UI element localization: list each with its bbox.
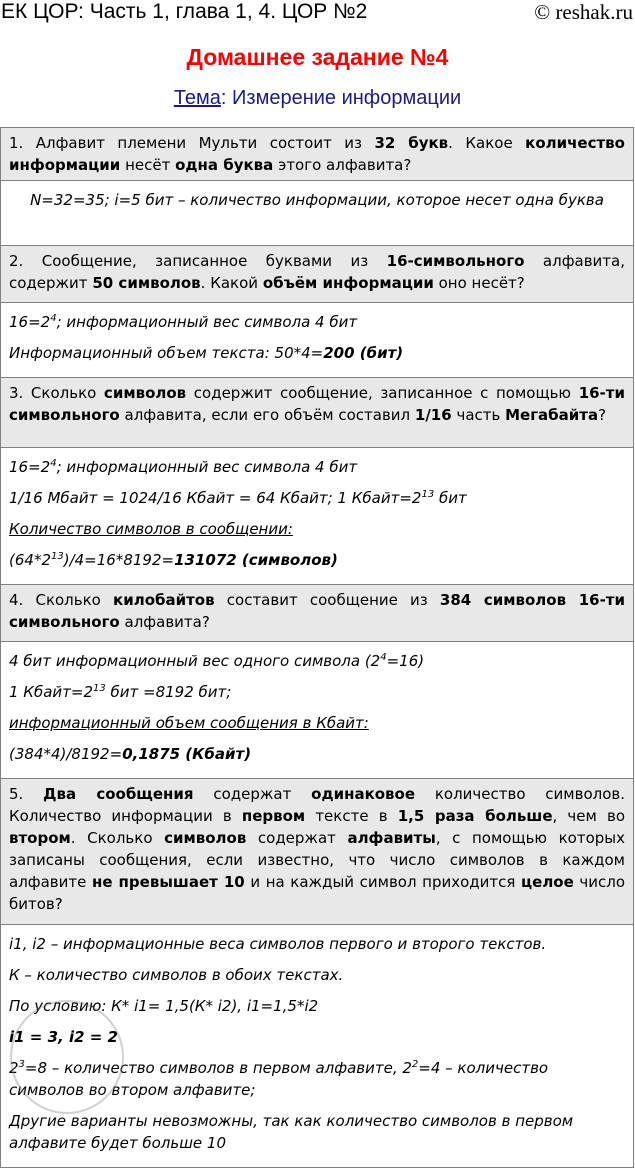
- text-segment: Информационный объем текста: 50*4=: [9, 344, 324, 362]
- superscript: 13: [421, 489, 435, 500]
- answer-line: [9, 342, 625, 364]
- text-segment: 4. Сколько: [9, 591, 114, 609]
- text-segment: составит сообщение из: [214, 591, 440, 609]
- text-segment: )/4=16*8192=: [63, 551, 175, 569]
- bold-text: 32 букв: [374, 134, 449, 152]
- text-segment: . Какое: [448, 134, 526, 152]
- text-segment: i1, i2 – информационные веса символов первого и второго текстов.: [9, 935, 547, 953]
- text-segment: . Какой: [200, 274, 263, 292]
- text-segment: (64*2: [9, 551, 51, 569]
- text-segment: содержат: [193, 785, 312, 803]
- text-segment: 2. Сообщение, записанное буквами из: [9, 252, 387, 270]
- bold-text: символов: [164, 829, 247, 847]
- page-header: [0, 0, 635, 28]
- text-segment: ; информационный вес символа 4 бит: [56, 458, 358, 476]
- superscript: 4: [380, 652, 387, 663]
- bold-text: алфавиты: [347, 829, 436, 847]
- answer-line: [9, 681, 625, 703]
- answer-line: [9, 487, 625, 509]
- text-segment: 2: [9, 1059, 19, 1077]
- bold-text: 384 символов 16-ти символьного: [9, 591, 625, 631]
- answer-line: [9, 311, 625, 333]
- tasks-table: [0, 127, 634, 1168]
- theme-value: Измерение информации: [232, 87, 462, 109]
- text-segment: 16=2: [9, 458, 51, 476]
- superscript: 4: [50, 458, 57, 469]
- text-segment: Количество символов в сообщении:: [9, 520, 293, 538]
- answer-line: [9, 995, 625, 1017]
- text-segment: N=32=35; i=5 бит – количество информации, которое несет одна буква: [30, 191, 604, 209]
- page-title: Домашнее задание №4: [186, 44, 449, 70]
- text-segment: . Сколько: [70, 829, 165, 847]
- bold-text: 1,5 раза больше: [397, 807, 553, 825]
- bold-text: одна буква: [175, 156, 274, 174]
- text-segment: 16=2: [9, 313, 51, 331]
- bold-text: килобайтов: [113, 591, 215, 609]
- text-segment: бит =8192 бит;: [105, 683, 232, 701]
- answer-row: [1, 642, 634, 779]
- text-segment: 1 Кбайт=2: [9, 683, 94, 701]
- bold-text: 1/16: [414, 406, 452, 424]
- text-segment: оно несёт?: [433, 274, 525, 292]
- copyright-label: © reshak.ru: [534, 0, 633, 24]
- text-segment: , чем во: [552, 807, 625, 825]
- answer-line: [9, 743, 625, 765]
- question-cell: [1, 585, 634, 642]
- answer-cell: [1, 642, 634, 779]
- text-segment: часть: [451, 406, 506, 424]
- text-segment: ; информационный вес символа 4 бит: [56, 313, 358, 331]
- text-segment: содержит сообщение, записанное с помощью: [186, 384, 579, 402]
- text-segment: =4 – количество символов во втором алфавите;: [9, 1059, 549, 1099]
- answer-row: [1, 181, 634, 246]
- text-segment: 1. Алфавит племени Мульти состоит из: [9, 134, 375, 152]
- text-segment: 4 бит информационный вес одного символа (2: [9, 652, 381, 670]
- bold-text: Два сообщения: [43, 785, 194, 803]
- bold-text: количество информации: [9, 134, 625, 174]
- answer-row: [1, 925, 634, 1168]
- answer-line: [9, 456, 625, 478]
- superscript: 3: [18, 1059, 25, 1070]
- question-row: [1, 779, 634, 925]
- question-cell: [1, 378, 634, 448]
- answer-line: [9, 964, 625, 986]
- text-segment: 5.: [9, 785, 44, 803]
- answer-cell: [1, 303, 634, 378]
- superscript: 13: [50, 551, 64, 562]
- bold-text: 0,1875 (Кбайт): [122, 745, 252, 763]
- answer-line: [9, 1057, 625, 1101]
- answer-line: [9, 518, 625, 540]
- text-segment: и на каждый символ приходится: [244, 873, 522, 891]
- text-segment: тексте в: [305, 807, 398, 825]
- text-segment: алфавита, содержит: [9, 252, 625, 292]
- text-segment: Другие варианты невозможны, так как количество символов в первом алфавите будет больше 10: [9, 1112, 574, 1152]
- text-segment: алфавита, если его объём составил: [119, 406, 415, 424]
- answer-line: [9, 712, 625, 734]
- answer-line: [9, 549, 625, 571]
- bold-text: Мегабайта: [505, 406, 599, 424]
- bold-text: одинаковое: [311, 785, 416, 803]
- superscript: 2: [411, 1059, 419, 1070]
- text-segment: 1/16 Мбайт = 1024/16 Кбайт = 64 Кбайт; 1 Кбайт=2: [9, 489, 422, 507]
- answer-line: [9, 1110, 625, 1154]
- text-segment: К – количество символов в обоих текстах.: [9, 966, 344, 984]
- bold-text: втором: [9, 829, 71, 847]
- question-row: [1, 378, 634, 448]
- text-segment: , с помощью которых записаны сообщения, если известно, что число символов в каждом алфавите: [9, 829, 625, 891]
- bold-text: объём информации: [262, 274, 434, 292]
- text-segment: По условию: К* i1= 1,5(К* i2), i1=1,5*i2: [9, 997, 319, 1015]
- superscript: 13: [93, 683, 106, 694]
- theme-label: Тема: [173, 87, 221, 109]
- bold-text: 16-ти символьного: [9, 384, 625, 424]
- text-segment: число битов?: [9, 873, 626, 913]
- bold-text: 16-символьного: [386, 252, 525, 270]
- question-cell: [1, 779, 634, 925]
- answer-cell: [1, 448, 634, 585]
- answer-line: [9, 1026, 625, 1048]
- bold-text: первом: [241, 807, 306, 825]
- answer-line: [9, 650, 625, 672]
- text-segment: несёт: [120, 156, 176, 174]
- text-segment: этого алфавита?: [273, 156, 412, 174]
- text-segment: алфавита?: [119, 613, 210, 631]
- text-segment: ?: [598, 406, 607, 424]
- bold-text: 200 (бит): [323, 344, 404, 362]
- question-row: [1, 246, 634, 303]
- bold-text: 131072 (символов): [174, 551, 338, 569]
- bold-text: целое: [521, 873, 574, 891]
- text-segment: содержат: [246, 829, 348, 847]
- text-segment: 3. Сколько: [9, 384, 104, 402]
- answer-cell: [1, 925, 634, 1168]
- text-segment: (384*4)/8192=: [9, 745, 123, 763]
- text-segment: =16): [386, 652, 425, 670]
- question-row: [1, 128, 634, 181]
- bold-text: не превышает 10: [91, 873, 245, 891]
- bold-text: символов: [103, 384, 187, 402]
- bold-text: 50 символов: [92, 274, 201, 292]
- question-cell: [1, 128, 634, 181]
- source-label: ЕК ЦОР: Часть 1, глава 1, 4. ЦОР №2: [1, 0, 368, 23]
- question-cell: [1, 246, 634, 303]
- theme-separator: :: [220, 87, 233, 109]
- answer-cell: [1, 181, 634, 246]
- text-segment: количество символов. Количество информации в: [9, 785, 625, 825]
- question-row: [1, 585, 634, 642]
- answer-line: [9, 189, 625, 211]
- answer-row: [1, 448, 634, 585]
- superscript: 4: [50, 313, 57, 324]
- answer-line: [9, 933, 625, 955]
- theme-line: [0, 87, 635, 110]
- text-segment: бит: [434, 489, 467, 507]
- answer-row: [1, 303, 634, 378]
- text-segment: =8 – количество символов в первом алфавите, 2: [24, 1059, 412, 1077]
- bold-text: i1 = 3, i2 = 2: [9, 1028, 118, 1046]
- text-segment: информационный объем сообщения в Кбайт:: [9, 714, 369, 732]
